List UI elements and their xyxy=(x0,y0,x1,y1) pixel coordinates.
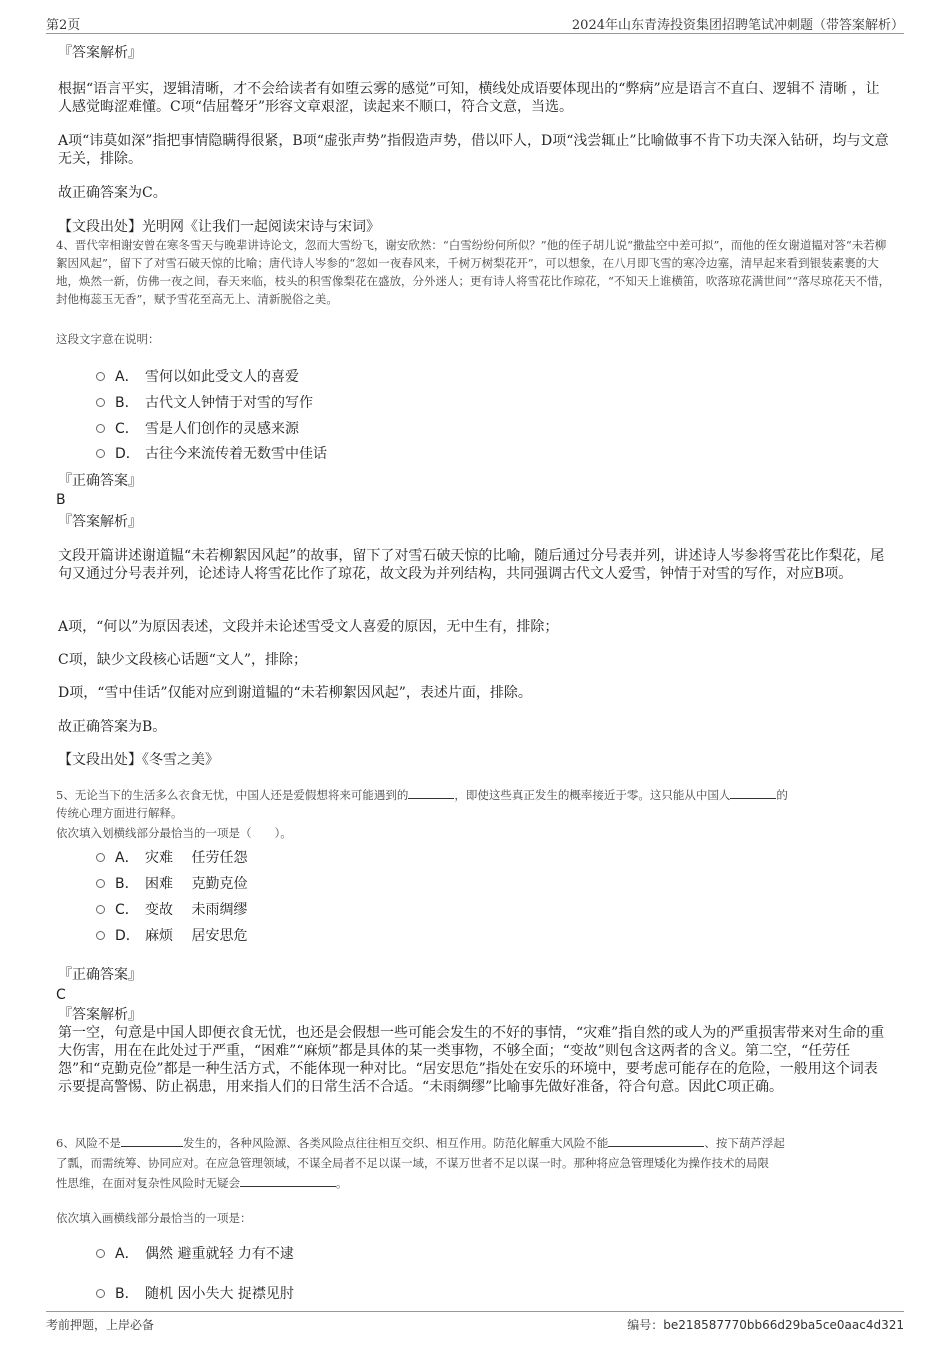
fill-blank xyxy=(408,786,454,799)
q4-option-b[interactable]: B． 古代文人钟情于对雪的写作 xyxy=(96,392,313,412)
fill-blank xyxy=(608,1134,704,1147)
fill-blank xyxy=(121,1134,183,1147)
q4-analysis-p1: 文段开篇讲述谢道韫“未若柳絮因风起”的故事，留下了对雪石破天惊的比喻，随后通过分号表并列，讲述诗人岑参将雪花比作梨花，尾句又通过分号表并列，论述诗人将雪花比作了琼花，故文段为并列结构，共同强调古代文人爱雪，钟情于对雪的写作，对应B项。 xyxy=(58,548,885,582)
q4-prompt: 这段文字意在说明： xyxy=(56,332,160,346)
q5-option-d[interactable]: D． 麻烦 居安思危 xyxy=(96,925,247,945)
radio-icon[interactable] xyxy=(96,372,105,381)
header-divider xyxy=(46,33,904,34)
q4-conclusion: 故正确答案为B。 xyxy=(58,719,167,735)
radio-icon[interactable] xyxy=(96,1289,105,1298)
q5-analysis-p1: 第一空，句意是中国人即便衣食无忧，也还是会假想一些可能会发生的不好的事情，“灾难”指自然的或人为的严重损害带来对生命的重大伤害，用在在此处过于严重，“困难”“麻烦”都是具体的某一类事物，不够全面；“变故”则包含这两者的含义。第二空，“任劳任怨”和“克勤克俭”都是一种生活方式，不能体现一种对比。“居安思危”指处在安乐的环境中，要考虑可能存在的危险，一般用这个词表示要提高警惕、防止祸患，用来指人们的日常生活不合适。“未雨绸缪”比喻事先做好准备，符合句意。因此C项正确。 xyxy=(58,1025,885,1095)
q5-option-c[interactable]: C． 变故 未雨绸缪 xyxy=(96,899,247,919)
radio-icon[interactable] xyxy=(96,879,105,888)
radio-icon[interactable] xyxy=(96,398,105,407)
radio-icon[interactable] xyxy=(96,931,105,940)
q5-option-b[interactable]: B． 困难 克勤克俭 xyxy=(96,873,247,893)
q5-answer-label: 『正确答案』 xyxy=(58,967,142,983)
q6-stem: 6、风险不是 发生的，各种风险源、各类风险点往往相互交织、相互作用。防范化解重大风险不能 、按下葫芦浮起 xyxy=(56,1136,785,1150)
q4-analysis-p3: C项，缺少文段核心话题“文人”，排除； xyxy=(58,652,308,668)
q4-analysis-p4: D项，“雪中佳话”仅能对应到谢道韫的“未若柳絮因风起”，表述片面，排除。 xyxy=(58,685,532,701)
q4-option-d[interactable]: D． 古往今来流传着无数雪中佳话 xyxy=(96,443,327,463)
q4-option-c[interactable]: C． 雪是人们创作的灵感来源 xyxy=(96,418,299,438)
q4-option-a[interactable]: A． 雪何以如此受文人的喜爱 xyxy=(96,366,299,386)
q3-analysis-p1: 根据“语言平实，逻辑清晰，才不会给读者有如堕云雾的感觉”可知，横线处成语要体现出的“弊病”应是语言不直白、逻辑不 清晰 ，让人感觉晦涩难懂。C项“佶屈聱牙”形容文章艰涩，读起来不顺口，符合文意，当选。 xyxy=(58,81,880,115)
footer-divider xyxy=(46,1311,904,1312)
radio-icon[interactable] xyxy=(96,449,105,458)
fill-blank xyxy=(730,786,776,799)
radio-icon[interactable] xyxy=(96,905,105,914)
q4-analysis-p2: A项，“何以”为原因表述，文段并未论述雪受文人喜爱的原因，无中生有，排除； xyxy=(58,619,559,635)
q5-stem-line2: 传统心理方面进行解释。 xyxy=(56,806,183,820)
q5-stem: 5、无论当下的生活多么衣食无忧，中国人还是爱假想将来可能遇到的 ，即使这些真正发生的概率接近于零。这只能从中国人 的 xyxy=(56,788,788,802)
q3-conclusion: 故正确答案为C。 xyxy=(58,185,167,201)
q5-analysis-label: 『答案解析』 xyxy=(58,1007,142,1023)
q4-answer-label: 『正确答案』 xyxy=(58,473,142,489)
q3-source: 【文段出处】光明网《让我们一起阅读宋诗与宋词》 xyxy=(58,219,380,235)
q4-source: 【文段出处】《冬雪之美》 xyxy=(58,752,219,768)
q6-stem-line3: 性思维，在面对复杂性风险时无疑会 。 xyxy=(56,1176,348,1190)
q6-stem-line2: 了瓢，而需统筹、协同应对。在应急管理领域，不谋全局者不足以谋一域，不谋万世者不足以谋一时。那种将应急管理矮化为操作技术的局限 xyxy=(56,1156,769,1170)
q6-option-b[interactable]: B． 随机 因小失大 捉襟见肘 xyxy=(96,1283,294,1303)
radio-icon[interactable] xyxy=(96,853,105,862)
q5-answer: C xyxy=(56,987,66,1003)
document-title: 2024年山东青涛投资集团招聘笔试冲刺题（带答案解析） xyxy=(571,18,904,33)
radio-icon[interactable] xyxy=(96,424,105,433)
radio-icon[interactable] xyxy=(96,1249,105,1258)
q4-answer: B xyxy=(56,492,66,508)
q6-option-a[interactable]: A． 偶然 避重就轻 力有不逮 xyxy=(96,1243,294,1263)
footer-motto: 考前押题，上岸必备 xyxy=(46,1318,155,1332)
q4-stem: 4、晋代宰相谢安曾在寒冬雪天与晚辈讲诗论文，忽而大雪纷飞，谢安欣然：“白雪纷纷何所似？”他的侄子胡儿说“撒盐空中差可拟”，而他的侄女谢道韫对答“未若柳絮因风起”，留下了对雪石破天惊的比喻；唐代诗人岑参的“忽如一夜春风来，千树万树梨花开”，可以想象，在八月即飞雪的寒冷边塞，清早起来看到银装素裹的大地，焕然一新，仿佛一夜之间，春天来临，枝头的积雪像梨花在盛放，分外迷人；更有诗人将雪花比作琼花，“不知天上谁横笛，吹落琼花满世间”“落尽琼花天不惜，封他梅蕊玉无香”，赋予雪花至高无上、清新脱俗之美。 xyxy=(56,238,891,306)
fill-blank xyxy=(240,1174,336,1187)
footer-code: 编号：be218587770bb66d29ba5ce0aac4d321 xyxy=(627,1318,904,1332)
q5-prompt: 依次填入划横线部分最恰当的一项是（ ）。 xyxy=(56,826,292,840)
q3-analysis-p2: A项“讳莫如深”指把事情隐瞒得很紧，B项“虚张声势”指假造声势，借以吓人，D项“浅尝辄止”比喻做事不肯下功夫深入钻研，均与文意无关，排除。 xyxy=(58,133,889,167)
q3-analysis-label: 『答案解析』 xyxy=(58,45,142,61)
q4-analysis-label: 『答案解析』 xyxy=(58,514,142,530)
q6-prompt: 依次填入画横线部分最恰当的一项是： xyxy=(56,1211,252,1225)
q5-option-a[interactable]: A． 灾难 任劳任怨 xyxy=(96,847,247,867)
page-number: 第2页 xyxy=(46,18,81,33)
